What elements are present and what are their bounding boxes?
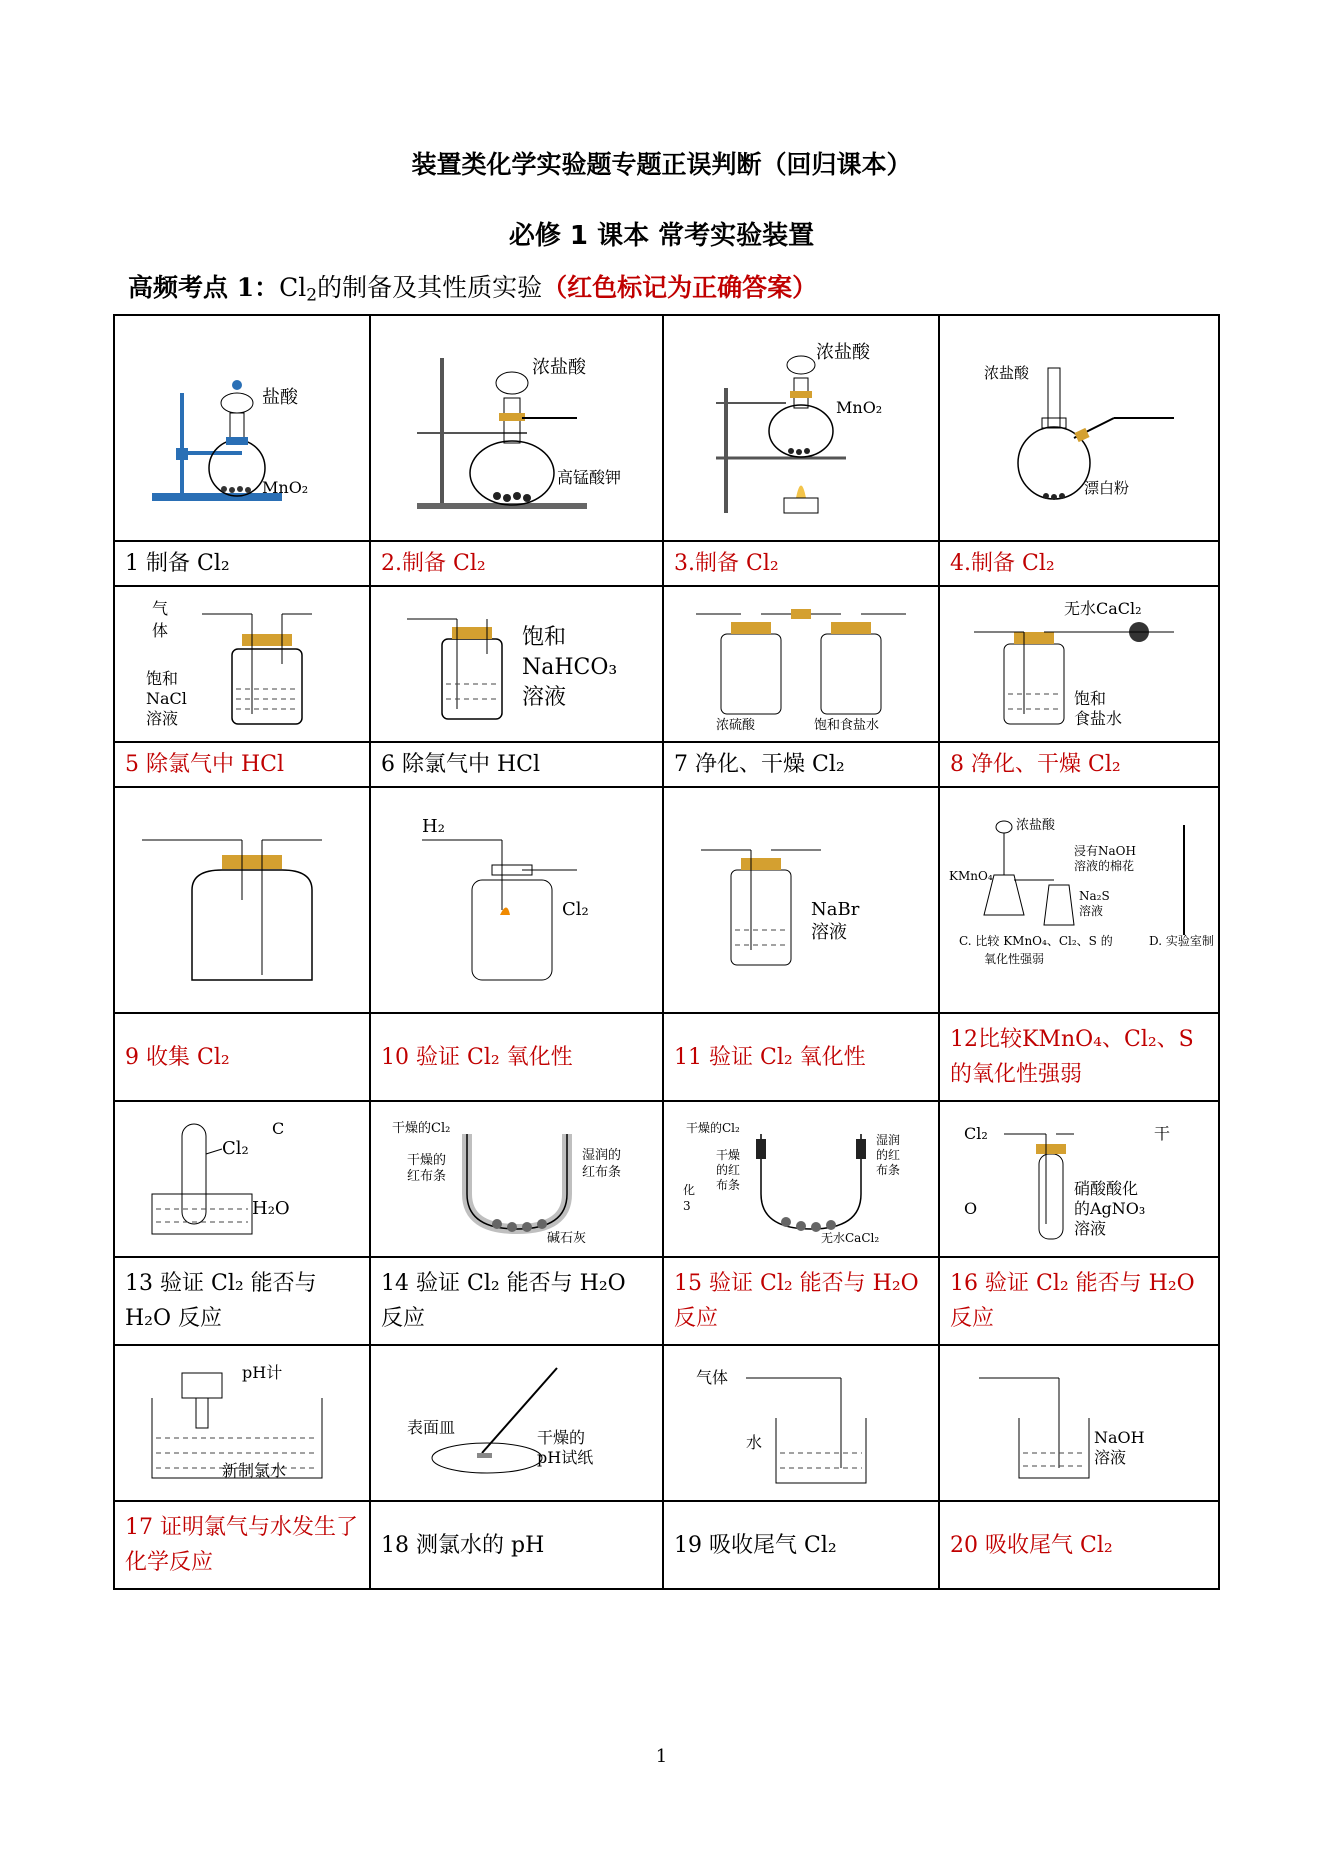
- label-hcl: 盐酸: [262, 387, 298, 408]
- apparatus-2: [370, 315, 663, 541]
- label-conc-hcl: 浓盐酸: [984, 364, 1030, 382]
- svg-text:浓盐酸: 浓盐酸: [1016, 818, 1056, 833]
- apparatus-1: [114, 315, 370, 541]
- svg-text:湿润的: 湿润的: [581, 1148, 621, 1163]
- svg-text:表面皿: 表面皿: [406, 1418, 455, 1437]
- apparatus-5: [114, 586, 370, 742]
- caption-4: 4.制备 Cl₂: [939, 541, 1219, 586]
- svg-text:溶液: 溶液: [521, 685, 566, 710]
- caption-12: 12比较KMnO₄、Cl₂、S 的氧化性强弱: [939, 1013, 1219, 1101]
- figure-16: [954, 1114, 1204, 1244]
- svg-text:体: 体: [152, 621, 169, 640]
- figure-15: [681, 1114, 921, 1244]
- svg-text:饱和食盐水: 饱和食盐水: [814, 718, 880, 733]
- label-kmno4: 高锰酸钾: [556, 468, 621, 487]
- svg-text:化: 化: [683, 1183, 696, 1197]
- svg-text:的红: 的红: [716, 1163, 741, 1177]
- apparatus-7: [663, 586, 939, 742]
- svg-text:H₂: H₂: [421, 816, 445, 837]
- apparatus-4: [939, 315, 1219, 541]
- apparatus-20: [939, 1345, 1219, 1501]
- figure-14: [387, 1114, 647, 1244]
- svg-text:干燥: 干燥: [716, 1148, 741, 1162]
- apparatus-17: [114, 1345, 370, 1501]
- svg-text:新制氯水: 新制氯水: [222, 1461, 287, 1480]
- caption-10: 10 验证 Cl₂ 氧化性: [370, 1013, 663, 1101]
- svg-text:干燥的: 干燥的: [536, 1428, 585, 1447]
- apparatus-13: [114, 1101, 370, 1257]
- svg-text:NaBr: NaBr: [811, 899, 860, 920]
- apparatus-16: [939, 1101, 1219, 1257]
- svg-text:无水CaCl₂: 无水CaCl₂: [821, 1231, 880, 1244]
- caption-20: 20 吸收尾气 Cl₂: [939, 1501, 1219, 1589]
- figure-20: [969, 1358, 1189, 1488]
- page-title: 装置类化学实验题专题正误判断（回归课本）: [411, 150, 912, 179]
- label-bleach: 漂白粉: [1084, 479, 1130, 497]
- svg-text:浸有NaOH: 浸有NaOH: [1074, 844, 1136, 858]
- svg-text:干燥的Cl₂: 干燥的Cl₂: [686, 1121, 740, 1135]
- figure-4: [964, 338, 1194, 518]
- figure-3: [686, 333, 916, 523]
- caption-18: 18 测氯水的 pH: [370, 1501, 663, 1589]
- apparatus-9: [114, 787, 370, 1013]
- svg-text:食盐水: 食盐水: [1074, 709, 1123, 728]
- figure-8: [964, 594, 1194, 734]
- topic-heading: 高频考点 1：$Cl_2$的制备及其性质实验（红色标记为正确答案）: [128, 273, 818, 306]
- svg-text:NaHCO₃: NaHCO₃: [521, 655, 617, 680]
- svg-text:C. 比较 KMnO₄、Cl₂、S 的: C. 比较 KMnO₄、Cl₂、S 的: [959, 934, 1113, 948]
- svg-text:气体: 气体: [696, 1368, 729, 1387]
- svg-text:NaOH: NaOH: [1094, 1428, 1145, 1447]
- apparatus-10: [370, 787, 663, 1013]
- figure-9: [132, 810, 352, 990]
- caption-16: 16 验证 Cl₂ 能否与 H₂O 反应: [939, 1257, 1219, 1345]
- caption-8: 8 净化、干燥 Cl₂: [939, 742, 1219, 787]
- label-conc-hcl: 浓盐酸: [531, 357, 586, 378]
- caption-7: 7 净化、干燥 Cl₂: [663, 742, 939, 787]
- svg-text:饱和: 饱和: [521, 625, 566, 650]
- label-mno2: MnO₂: [262, 478, 309, 497]
- svg-text:Cl₂: Cl₂: [964, 1124, 988, 1143]
- svg-text:饱和: 饱和: [146, 669, 179, 688]
- svg-text:H₂O: H₂O: [252, 1198, 290, 1219]
- caption-11: 11 验证 Cl₂ 氧化性: [663, 1013, 939, 1101]
- figure-19: [686, 1358, 916, 1488]
- apparatus-8: [939, 586, 1219, 742]
- apparatus-11: [663, 787, 939, 1013]
- caption-5: 5 除氯气中 HCl: [114, 742, 370, 787]
- label-mno2: MnO₂: [836, 398, 883, 417]
- apparatus-15: [663, 1101, 939, 1257]
- svg-text:Cl₂: Cl₂: [561, 899, 589, 920]
- svg-text:溶液: 溶液: [811, 922, 847, 943]
- svg-text:浓硫酸: 浓硫酸: [716, 718, 756, 733]
- svg-text:红布条: 红布条: [581, 1165, 621, 1180]
- svg-text:溶液的棉花: 溶液的棉花: [1074, 859, 1135, 873]
- figure-1: [142, 343, 342, 513]
- svg-text:pH试纸: pH试纸: [536, 1448, 593, 1467]
- figure-18: [397, 1358, 637, 1488]
- apparatus-14: [370, 1101, 663, 1257]
- svg-text:布条: 布条: [716, 1178, 741, 1192]
- svg-text:无水CaCl₂: 无水CaCl₂: [1064, 599, 1142, 618]
- figure-2: [397, 338, 637, 518]
- caption-19: 19 吸收尾气 Cl₂: [663, 1501, 939, 1589]
- caption-9: 9 收集 Cl₂: [114, 1013, 370, 1101]
- svg-text:C: C: [272, 1119, 285, 1138]
- svg-text:氧化性强弱: 氧化性强弱: [984, 952, 1045, 966]
- svg-text:硝酸酸化: 硝酸酸化: [1074, 1179, 1139, 1198]
- figure-10: [402, 810, 632, 990]
- caption-17: 17 证明氯气与水发生了化学反应: [114, 1501, 370, 1589]
- figure-13: [132, 1114, 352, 1244]
- svg-text:干: 干: [1154, 1124, 1171, 1143]
- apparatus-6: [370, 586, 663, 742]
- apparatus-18: [370, 1345, 663, 1501]
- svg-text:碱石灰: 碱石灰: [546, 1231, 586, 1244]
- figure-5: [132, 594, 352, 734]
- label-conc-hcl: 浓盐酸: [816, 342, 870, 363]
- svg-text:溶液: 溶液: [1079, 904, 1104, 918]
- apparatus-table: [113, 314, 1220, 1590]
- svg-text:红布条: 红布条: [406, 1169, 446, 1184]
- svg-text:KMnO₄: KMnO₄: [949, 869, 993, 883]
- caption-2: 2.制备 Cl₂: [370, 541, 663, 586]
- svg-text:Cl₂: Cl₂: [222, 1138, 249, 1159]
- svg-text:3: 3: [683, 1199, 691, 1213]
- caption-3: 3.制备 Cl₂: [663, 541, 939, 586]
- page-number: 1: [655, 1746, 668, 1767]
- svg-text:水: 水: [746, 1433, 763, 1452]
- svg-text:Na₂S: Na₂S: [1079, 889, 1110, 903]
- svg-text:的红: 的红: [876, 1148, 901, 1162]
- svg-text:溶液: 溶液: [146, 709, 179, 728]
- apparatus-19: [663, 1345, 939, 1501]
- svg-text:布条: 布条: [876, 1163, 901, 1177]
- svg-text:干燥的: 干燥的: [406, 1153, 446, 1168]
- label-gas: 气: [152, 599, 169, 618]
- svg-text:饱和: 饱和: [1074, 689, 1107, 708]
- svg-text:湿润: 湿润: [876, 1133, 901, 1147]
- svg-text:O: O: [964, 1199, 978, 1218]
- figure-12: [944, 815, 1214, 985]
- figure-17: [132, 1358, 352, 1488]
- figure-7: [686, 594, 916, 734]
- svg-text:溶液: 溶液: [1094, 1448, 1127, 1467]
- svg-text:D. 实验室制: D. 实验室制: [1149, 934, 1214, 948]
- svg-text:干燥的Cl₂: 干燥的Cl₂: [391, 1121, 450, 1136]
- apparatus-12: [939, 787, 1219, 1013]
- figure-11: [691, 820, 911, 980]
- caption-13: 13 验证 Cl₂ 能否与 H₂O 反应: [114, 1257, 370, 1345]
- caption-15: 15 验证 Cl₂ 能否与 H₂O 反应: [663, 1257, 939, 1345]
- svg-text:溶液: 溶液: [1074, 1219, 1107, 1238]
- svg-text:的AgNO₃: 的AgNO₃: [1074, 1199, 1146, 1218]
- caption-6: 6 除氯气中 HCl: [370, 742, 663, 787]
- section-title: 必修 1 课本 常考实验装置: [508, 221, 815, 251]
- caption-1: 1 制备 Cl₂: [114, 541, 370, 586]
- figure-6: [397, 594, 637, 734]
- svg-text:pH计: pH计: [242, 1363, 283, 1382]
- svg-text:NaCl: NaCl: [146, 689, 187, 708]
- apparatus-3: [663, 315, 939, 541]
- caption-14: 14 验证 Cl₂ 能否与 H₂O 反应: [370, 1257, 663, 1345]
